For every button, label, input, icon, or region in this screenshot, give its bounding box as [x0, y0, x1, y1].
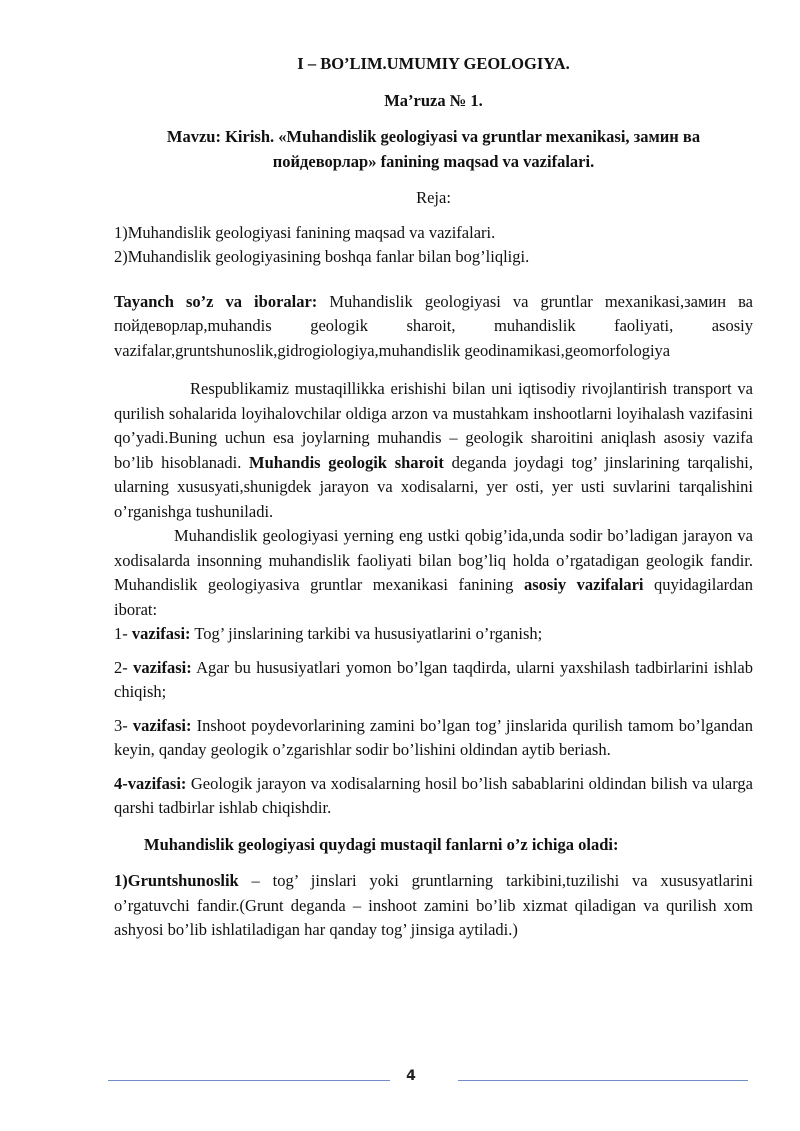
task-3-number: 3-: [114, 715, 133, 735]
task-2: [114, 656, 753, 705]
intro-paragraph: [114, 377, 753, 524]
task-1-text: Tog’ jinslarining tarkibi va hususiyatlarini o’rganish;: [190, 624, 543, 643]
plan-item-1: 1)Muhandislik geologiyasi fanining maqsad va vazifalari.: [114, 222, 496, 242]
definition-text-1: Muhandislik geologiyasi yerning eng ustki qobig’ida,unda sodir bo’ladigan jarayon va xodisalarda insonning muhandislik faoliyati bilan bog’liq holda o’rgatadigan geologik fandir. Muhandislik geologiyasiva gruntlar mexanikasi fanining: [114, 526, 753, 594]
keywords-label: Tayanch so’z va iboralar:: [114, 291, 318, 311]
task-1-label: vazifasi:: [131, 624, 191, 643]
task-4-label: 4-vazifasi:: [114, 773, 187, 793]
subheading-text: Muhandislik geologiyasi quydagi mustaqil fanlarni o’z ichiga oladi:: [144, 834, 619, 854]
section-title: I – BO’LIM.UMUMIY GEOLOGIYA.: [297, 54, 570, 73]
keywords-text: Muhandislik geologiyasi va gruntlar mexanikasi,замин ва пойдеворлар,muhandis geologik sharoit, muhandislik faoliyati, asosiy vazifalar,gruntshunoslik,gidrogiologiya,muhandislik geodinamikasi,geomorfologiya: [114, 291, 753, 360]
plan-item-2: 2)Muhandislik geologiyasining boshqa fanlar bilan bog’liqligi.: [114, 247, 530, 266]
task-3: [114, 714, 753, 763]
task-4: [114, 772, 753, 821]
task-2-text: Agar bu hususiyatlari yomon bo’lgan taqdirda, ularni yaxshilash tadbirlarini ishlab chiqish;: [114, 657, 753, 701]
definition-text-2: quyidagilardan iborat:: [114, 575, 753, 619]
document-page: [114, 52, 753, 943]
definition-paragraph: [114, 524, 753, 622]
plan-title: Reja:: [416, 188, 451, 207]
topic-line-2: пойдеворлар» fanining maqsad va vazifalari.: [272, 151, 595, 171]
task-3-text: Inshoot poydevorlarining zamini bo’lgan tog’ jinslarida qurilish tamom bo’lgandan keyin, qanday geologik o’zgarishlar sodir bo’lishini oldindan aytib beriash.: [114, 715, 753, 759]
topic-line-1: Mavzu: Kirish. «Muhandislik geologiyasi va gruntlar mexanikasi, замин ва: [166, 127, 701, 146]
page-footer: [108, 1068, 748, 1094]
lecture-number: Ma’ruza № 1.: [384, 90, 483, 110]
gruntshunoslik-label: 1)Gruntshunoslik: [114, 871, 239, 890]
intro-text-2: deganda joydagi tog’ jinslarining tarqalishi, ularning xususyati,shunigdek jarayon va xodisalarni, yer osti, yer usti suvlarini tarqalishini o’rganishga tushuniladi.: [114, 452, 753, 521]
footer-line-left: [108, 1080, 390, 1081]
page-number: 4: [406, 1068, 416, 1084]
intro-text-1: Respublikamiz mustaqillikka erishishi bilan uni iqtisodiy rivojlantirish transport va qurilish sohalarida loyihalovchilar oldiga arzon va mustahkam inshootlarni loyihalash vazifasini qo’yadi.Buning uchun esa joylarning muhandis – geologik sharoitini aniqlash asosiy vazifa bo’lib hisoblanadi.: [114, 379, 753, 472]
subheading: [114, 833, 753, 858]
intro-bold-term: Muhandis geologik sharoit: [249, 452, 444, 472]
task-2-number: 2-: [114, 657, 134, 677]
gruntshunoslik-text: – tog’ jinslari yoki gruntlarning tarkibini,tuzilishi va xususyatlarini o’rgatuvchi fandir.(Grunt deganda – inshoot zamini bo’lib xizmat qiladigan va qurilish xom ashyosi bo’lib ishlatiladigan har qanday tog’ jinsiga aytiladi.): [114, 871, 753, 939]
topic-heading: [114, 125, 753, 174]
task-1-number: 1-: [114, 624, 132, 643]
definition-bold-term: asosiy vazifalari: [523, 575, 644, 594]
task-3-label: vazifasi:: [132, 715, 192, 735]
footer-line-right: [458, 1080, 748, 1081]
task-1: [114, 622, 753, 647]
keywords-paragraph: [114, 290, 753, 364]
task-2-label: vazifasi:: [133, 657, 192, 677]
gruntshunoslik-paragraph: [114, 869, 753, 943]
task-4-text: Geologik jarayon va xodisalarning hosil bo’lish sabablarini oldindan bilish va ularga qarshi tadbirlar ishlab chiqishdir.: [114, 773, 753, 817]
